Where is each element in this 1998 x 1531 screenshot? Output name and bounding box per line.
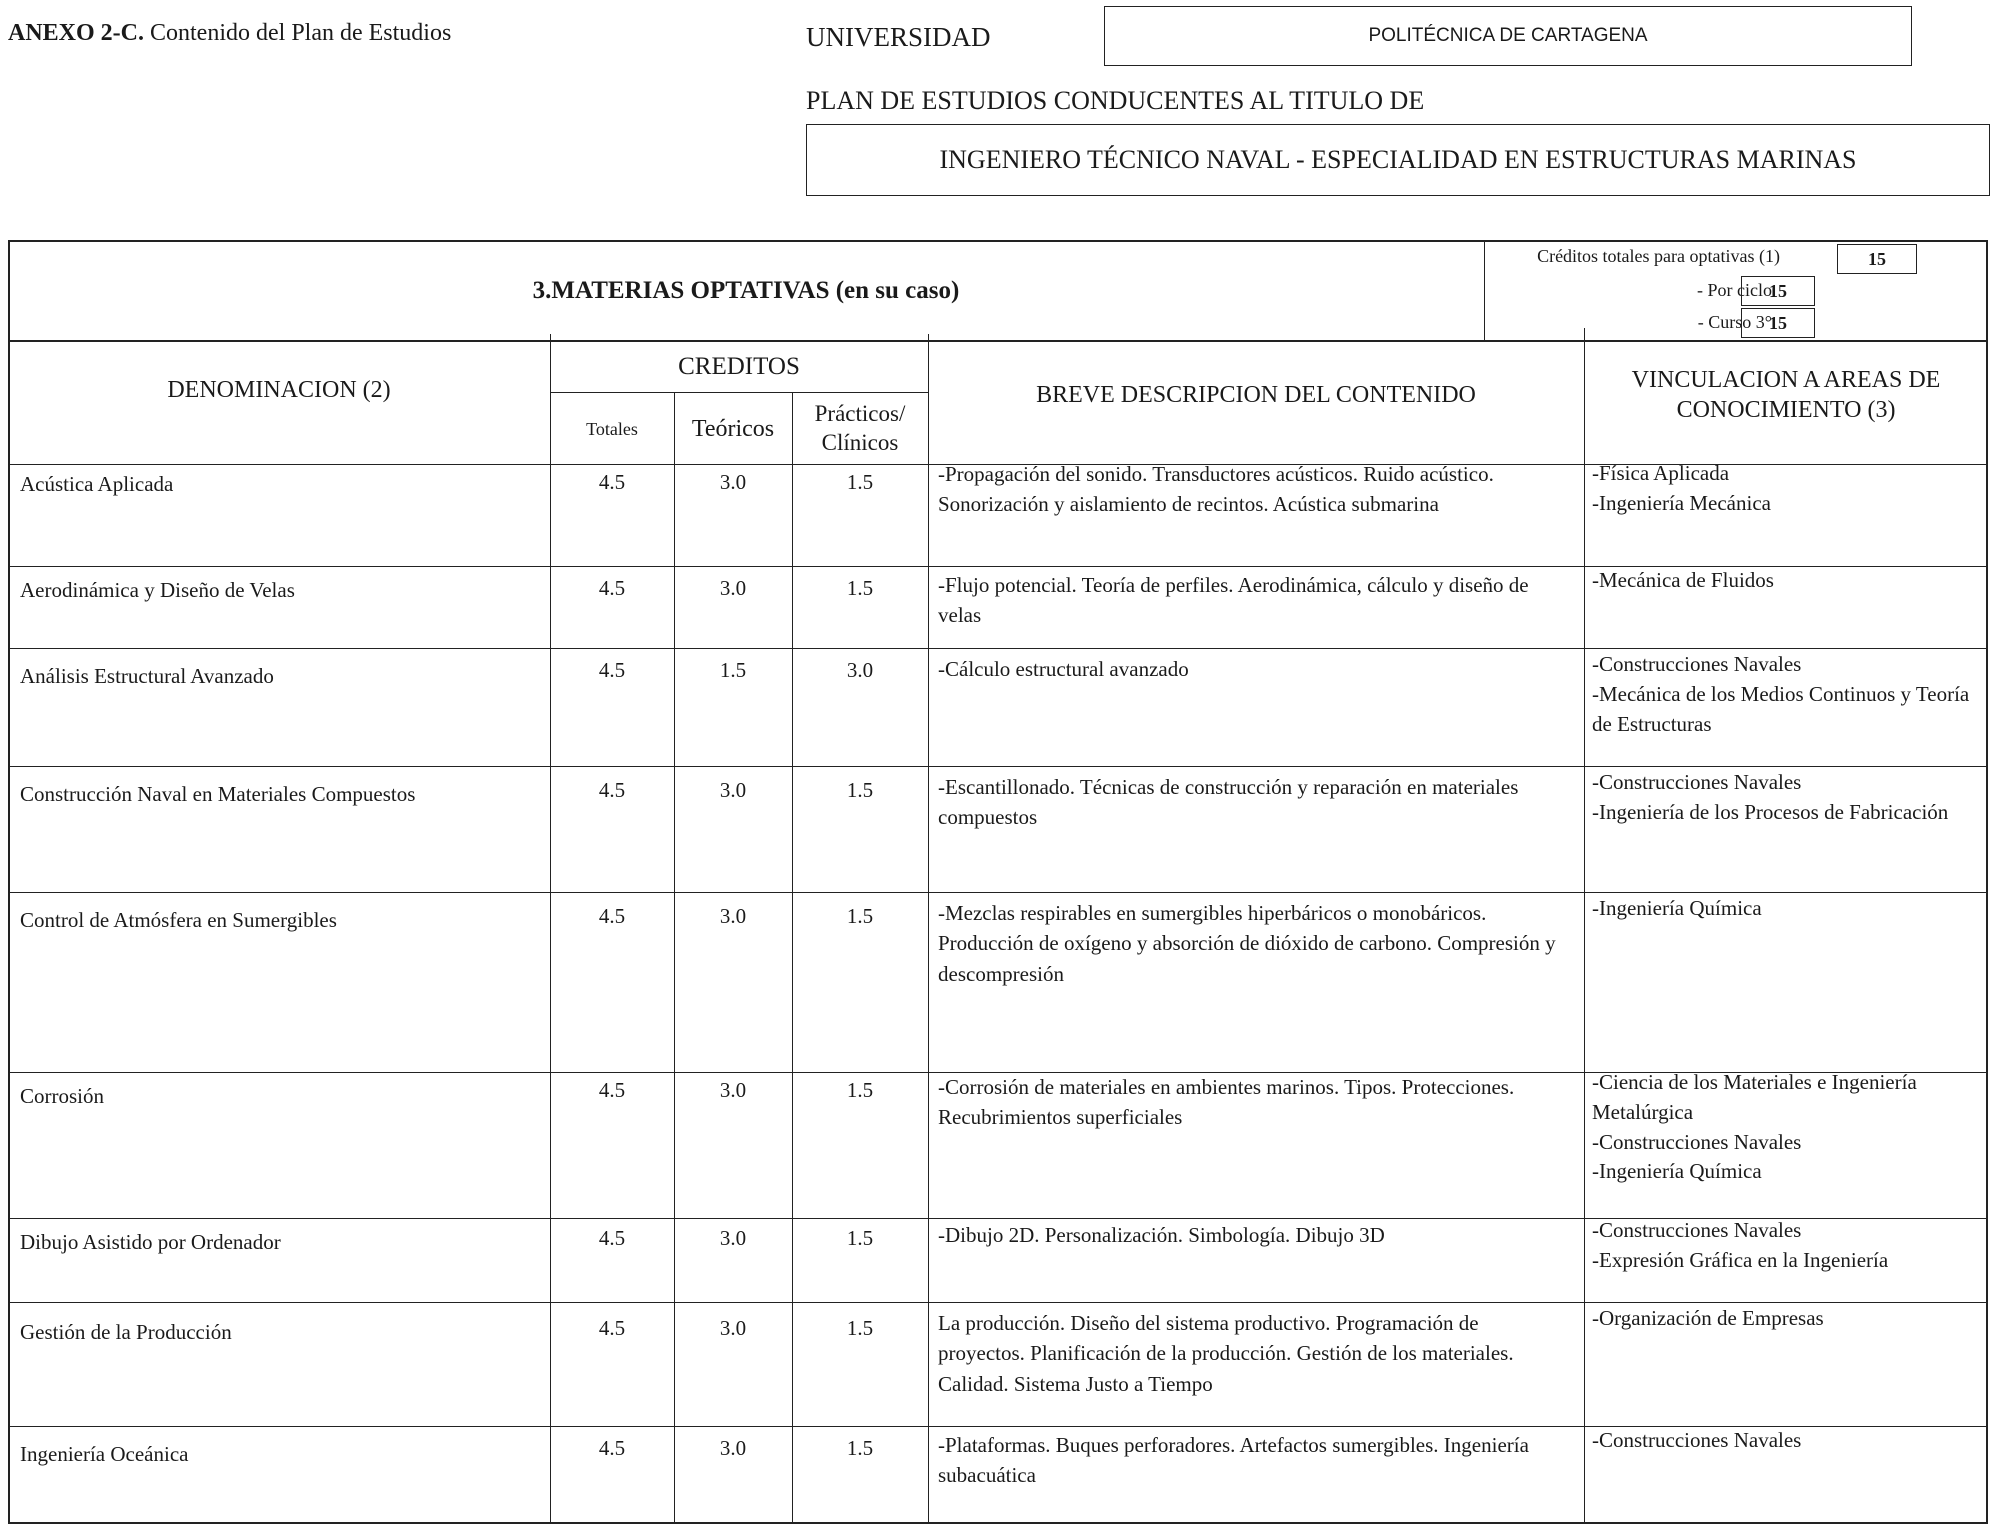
subject-name: Aerodinámica y Diseño de Velas [20, 578, 295, 602]
subject-description: -Propagación del sonido. Transductores acústicos. Ruido acústico. Sonorización y aislamiento de recintos. Acústica submarina [938, 462, 1494, 517]
credits-subheader-line [550, 392, 928, 393]
knowledge-areas [1592, 768, 1984, 828]
credits-theory: 3.0 [719, 1436, 747, 1460]
credits-theory: 3.0 [719, 1226, 747, 1250]
subject-description: -Corrosión de materiales en ambientes marinos. Tipos. Protecciones. Recubrimientos superficiales [938, 1075, 1515, 1130]
area-item: -Mecánica de los Medios Continuos y Teoría de Estructuras [1592, 681, 1970, 736]
credits-total-label: Créditos totales para optativas (1) [1537, 246, 1780, 266]
credits-theory: 1.5 [719, 658, 747, 682]
credits-practice: 1.5 [846, 1436, 874, 1460]
credits-practice: 1.5 [846, 576, 874, 600]
knowledge-areas [1592, 1426, 1984, 1456]
area-item: -Ingeniería Mecánica [1592, 490, 1771, 515]
credits-total: 4.5 [598, 576, 626, 600]
subject-name: Gestión de la Producción [20, 1320, 232, 1344]
subject-description: -Dibujo 2D. Personalización. Simbología. Dibujo 3D [938, 1223, 1385, 1247]
area-item: -Organización de Empresas [1592, 1306, 1824, 1330]
credits-total-value: 15 [1837, 244, 1917, 274]
area-item: -Mecánica de Fluidos [1592, 568, 1774, 592]
credits-practice: 1.5 [846, 1316, 874, 1340]
subject-name: Control de Atmósfera en Sumergibles [20, 908, 337, 932]
knowledge-areas [1592, 650, 1984, 739]
university-label: UNIVERSIDAD [806, 22, 991, 52]
university-name: POLITÉCNICA DE CARTAGENA [1368, 25, 1648, 46]
subject-description: -Plataformas. Buques perforadores. Artefactos sumergibles. Ingeniería subacuática [938, 1433, 1529, 1488]
credits-practice: 3.0 [846, 658, 874, 682]
row-divider [8, 648, 1988, 649]
credits-total: 4.5 [598, 1316, 626, 1340]
row-divider [8, 892, 1988, 893]
col-header-description: BREVE DESCRIPCION DEL CONTENIDO [1036, 382, 1476, 408]
knowledge-areas [1592, 1216, 1984, 1276]
credits-total: 4.5 [598, 1436, 626, 1460]
university-name-box [1104, 6, 1912, 66]
col-header-practice: Prácticos/ Clínicos [814, 401, 906, 455]
credits-theory: 3.0 [719, 904, 747, 928]
subject-description: La producción. Diseño del sistema productivo. Programación de proyectos. Planificación de la producción. Gestión de los materiales. Calidad. Sistema Justo a Tiempo [938, 1311, 1514, 1396]
degree-title-box [806, 124, 1990, 196]
col-divider [928, 334, 929, 1524]
knowledge-areas [1592, 894, 1984, 924]
subject-name: Acústica Aplicada [20, 472, 174, 496]
degree-title: INGENIERO TÉCNICO NAVAL - ESPECIALIDAD EN ESTRUCTURAS MARINAS [939, 145, 1857, 174]
credits-total: 4.5 [598, 1226, 626, 1250]
credits-theory: 3.0 [719, 778, 747, 802]
area-item: -Ingeniería de los Procesos de Fabricación [1592, 799, 1949, 824]
section-title: 3.MATERIAS OPTATIVAS (en su caso) [532, 277, 960, 304]
credits-total: 4.5 [598, 1078, 626, 1102]
credits-total: 4.5 [598, 778, 626, 802]
subject-name: Construcción Naval en Materiales Compuestos [20, 782, 416, 806]
annex-heading: ANEXO 2-C. Contenido del Plan de Estudios [8, 20, 452, 46]
area-item: -Ingeniería Química [1592, 1159, 1762, 1184]
col-header-areas: VINCULACION A AREAS DE CONOCIMIENTO (3) [1631, 367, 1941, 423]
credits-practice: 1.5 [846, 1226, 874, 1250]
credits-practice: 1.5 [846, 778, 874, 802]
credits-theory: 3.0 [719, 470, 747, 494]
area-item: -Ciencia de los Materiales e Ingeniería Metalúrgica [1592, 1070, 1917, 1124]
col-header-name: DENOMINACION (2) [167, 377, 391, 403]
subject-name: Corrosión [20, 1084, 104, 1108]
area-item: -Física Aplicada [1592, 461, 1730, 485]
area-item: -Construcciones Navales [1592, 770, 1802, 794]
subject-name: Dibujo Asistido por Ordenador [20, 1230, 281, 1254]
subject-description: -Flujo potencial. Teoría de perfiles. Aerodinámica, cálculo y diseño de velas [938, 573, 1529, 628]
knowledge-areas [1592, 566, 1984, 596]
col-divider [550, 334, 551, 1524]
subject-description: -Escantillonado. Técnicas de construcción y reparación en materiales compuestos [938, 775, 1519, 830]
col-header-theory: Teóricos [691, 416, 775, 442]
credits-total: 4.5 [598, 904, 626, 928]
knowledge-areas [1592, 1068, 1984, 1187]
per-cycle-value: 15 [1741, 276, 1815, 306]
optional-credits-panel [1484, 240, 1988, 342]
col-header-credits: CREDITOS [678, 353, 800, 381]
credits-theory: 3.0 [719, 1078, 747, 1102]
credits-practice: 1.5 [846, 470, 874, 494]
area-item: -Construcciones Navales [1592, 1428, 1802, 1452]
area-item: -Expresión Gráfica en la Ingeniería [1592, 1247, 1889, 1272]
area-item: -Ingeniería Química [1592, 896, 1762, 920]
credits-total: 4.5 [598, 658, 626, 682]
credits-practice: 1.5 [846, 1078, 874, 1102]
knowledge-areas [1592, 459, 1984, 519]
col-divider [1584, 328, 1585, 1524]
row-divider [8, 766, 1988, 767]
col-divider [674, 392, 675, 1524]
col-header-totals: Totales [586, 418, 638, 439]
area-item: -Construcciones Navales [1592, 1218, 1802, 1242]
subject-description: -Cálculo estructural avanzado [938, 657, 1189, 681]
subject-name: Análisis Estructural Avanzado [20, 664, 274, 688]
area-item: -Construcciones Navales [1592, 1129, 1802, 1154]
area-item: -Construcciones Navales [1592, 652, 1802, 676]
subject-description: -Mezclas respirables en sumergibles hiperbáricos o monobáricos. Producción de oxígeno y absorción de dióxido de carbono. Compresión y descompresión [938, 901, 1556, 986]
knowledge-areas [1592, 1304, 1984, 1334]
per-cycle-label: - Por ciclo [1697, 280, 1772, 300]
credits-practice: 1.5 [846, 904, 874, 928]
col-divider [792, 392, 793, 1524]
course-label: - Curso 3° [1697, 312, 1772, 332]
credits-total: 4.5 [598, 470, 626, 494]
course-value: 15 [1741, 308, 1815, 338]
subject-name: Ingeniería Oceánica [20, 1442, 189, 1466]
row-divider [8, 1302, 1988, 1303]
plan-label: PLAN DE ESTUDIOS CONDUCENTES AL TITULO DE [806, 86, 1425, 115]
credits-theory: 3.0 [719, 1316, 747, 1340]
credits-theory: 3.0 [719, 576, 747, 600]
